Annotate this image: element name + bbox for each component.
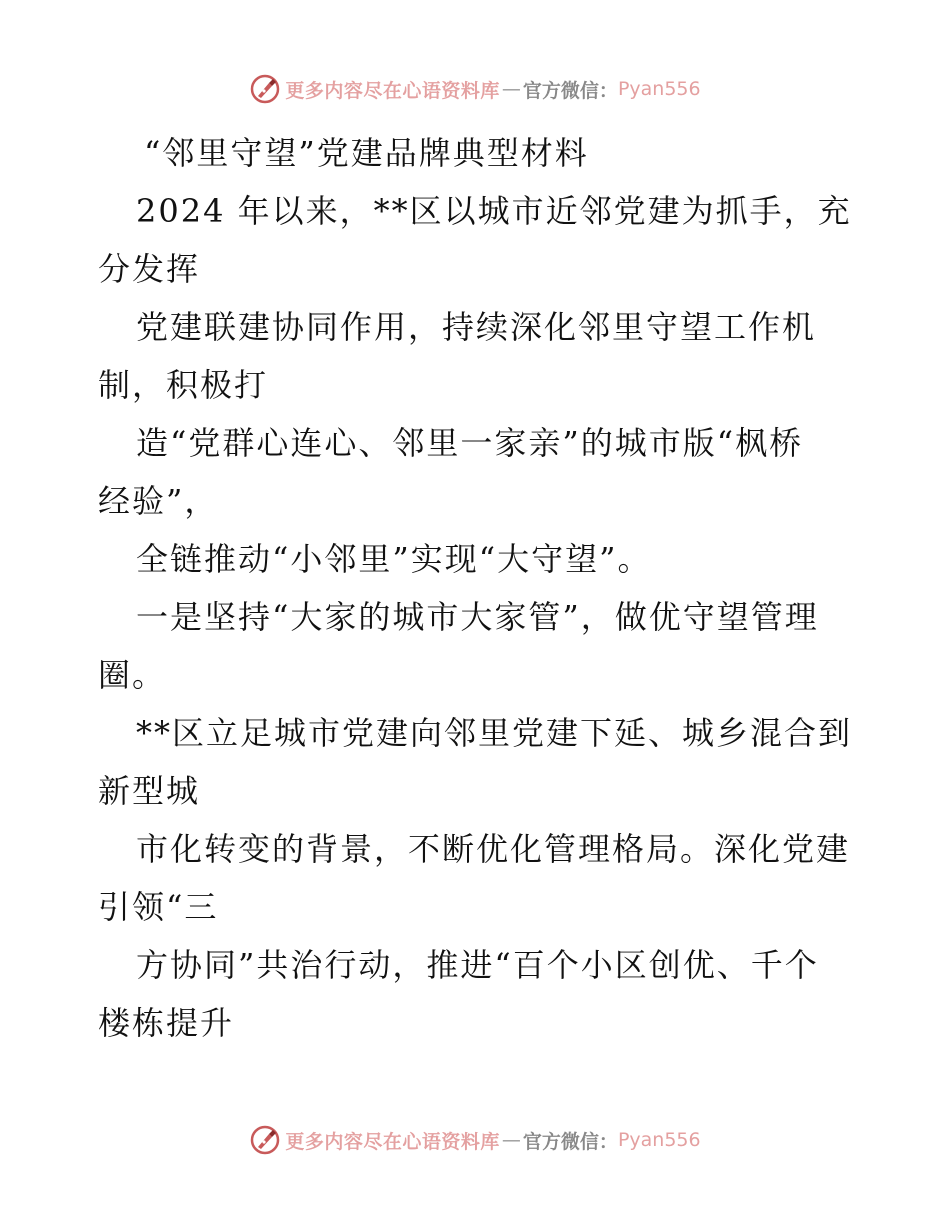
paragraph-line: 党建联建协同作用，持续深化邻里守望工作机 — [136, 308, 817, 346]
paragraph-line: 全链推动“小邻里”实现“大守望”。 — [136, 540, 652, 578]
paragraph-line: 2024 年以来，**区以城市近邻党建为抓手，充 — [136, 192, 852, 230]
watermark-separator: — — [501, 78, 521, 100]
paragraph-line: 市化转变的背景，不断优化管理格局。深化党建 — [136, 830, 851, 868]
watermark-separator: — — [501, 1129, 521, 1151]
paragraph-line: 新型城 — [98, 772, 201, 810]
document-title: “邻里守望”党建品牌典型材料 — [144, 134, 589, 172]
watermark-main-text: 更多内容尽在心语资料库 — [285, 79, 500, 102]
footer-watermark-banner — [0, 1123, 950, 1157]
watermark-weixin-id: Pyan556 — [617, 78, 701, 100]
paragraph-line: 制，积极打 — [98, 366, 269, 404]
watermark-weixin-label: 官方微信： — [522, 79, 618, 102]
pen-nib-circle-icon — [249, 1124, 281, 1156]
paragraph-line: 经验”， — [98, 482, 219, 520]
watermark-weixin-id: Pyan556 — [617, 1129, 701, 1151]
paragraph-line: 方协同”共治行动，推进“百个小区创优、千个 — [136, 946, 819, 984]
paragraph-line: 分发挥 — [98, 250, 201, 288]
paragraph-line: **区立足城市党建向邻里党建下延、城乡混合到 — [136, 714, 853, 752]
watermark-weixin-label: 官方微信： — [522, 1130, 618, 1153]
paragraph-line: 造“党群心连心、邻里一家亲”的城市版“枫桥 — [136, 424, 804, 462]
paragraph-line: 圈。 — [98, 656, 167, 694]
document-body — [98, 124, 858, 1052]
paragraph-line: 引领“三 — [98, 888, 219, 926]
paragraph-line: 楼栋提升 — [98, 1004, 235, 1042]
watermark-main-text: 更多内容尽在心语资料库 — [285, 1130, 500, 1153]
pen-nib-circle-icon — [249, 73, 281, 105]
paragraph-line: 一是坚持“大家的城市大家管”，做优守望管理 — [136, 598, 819, 636]
header-watermark-banner — [0, 72, 950, 106]
